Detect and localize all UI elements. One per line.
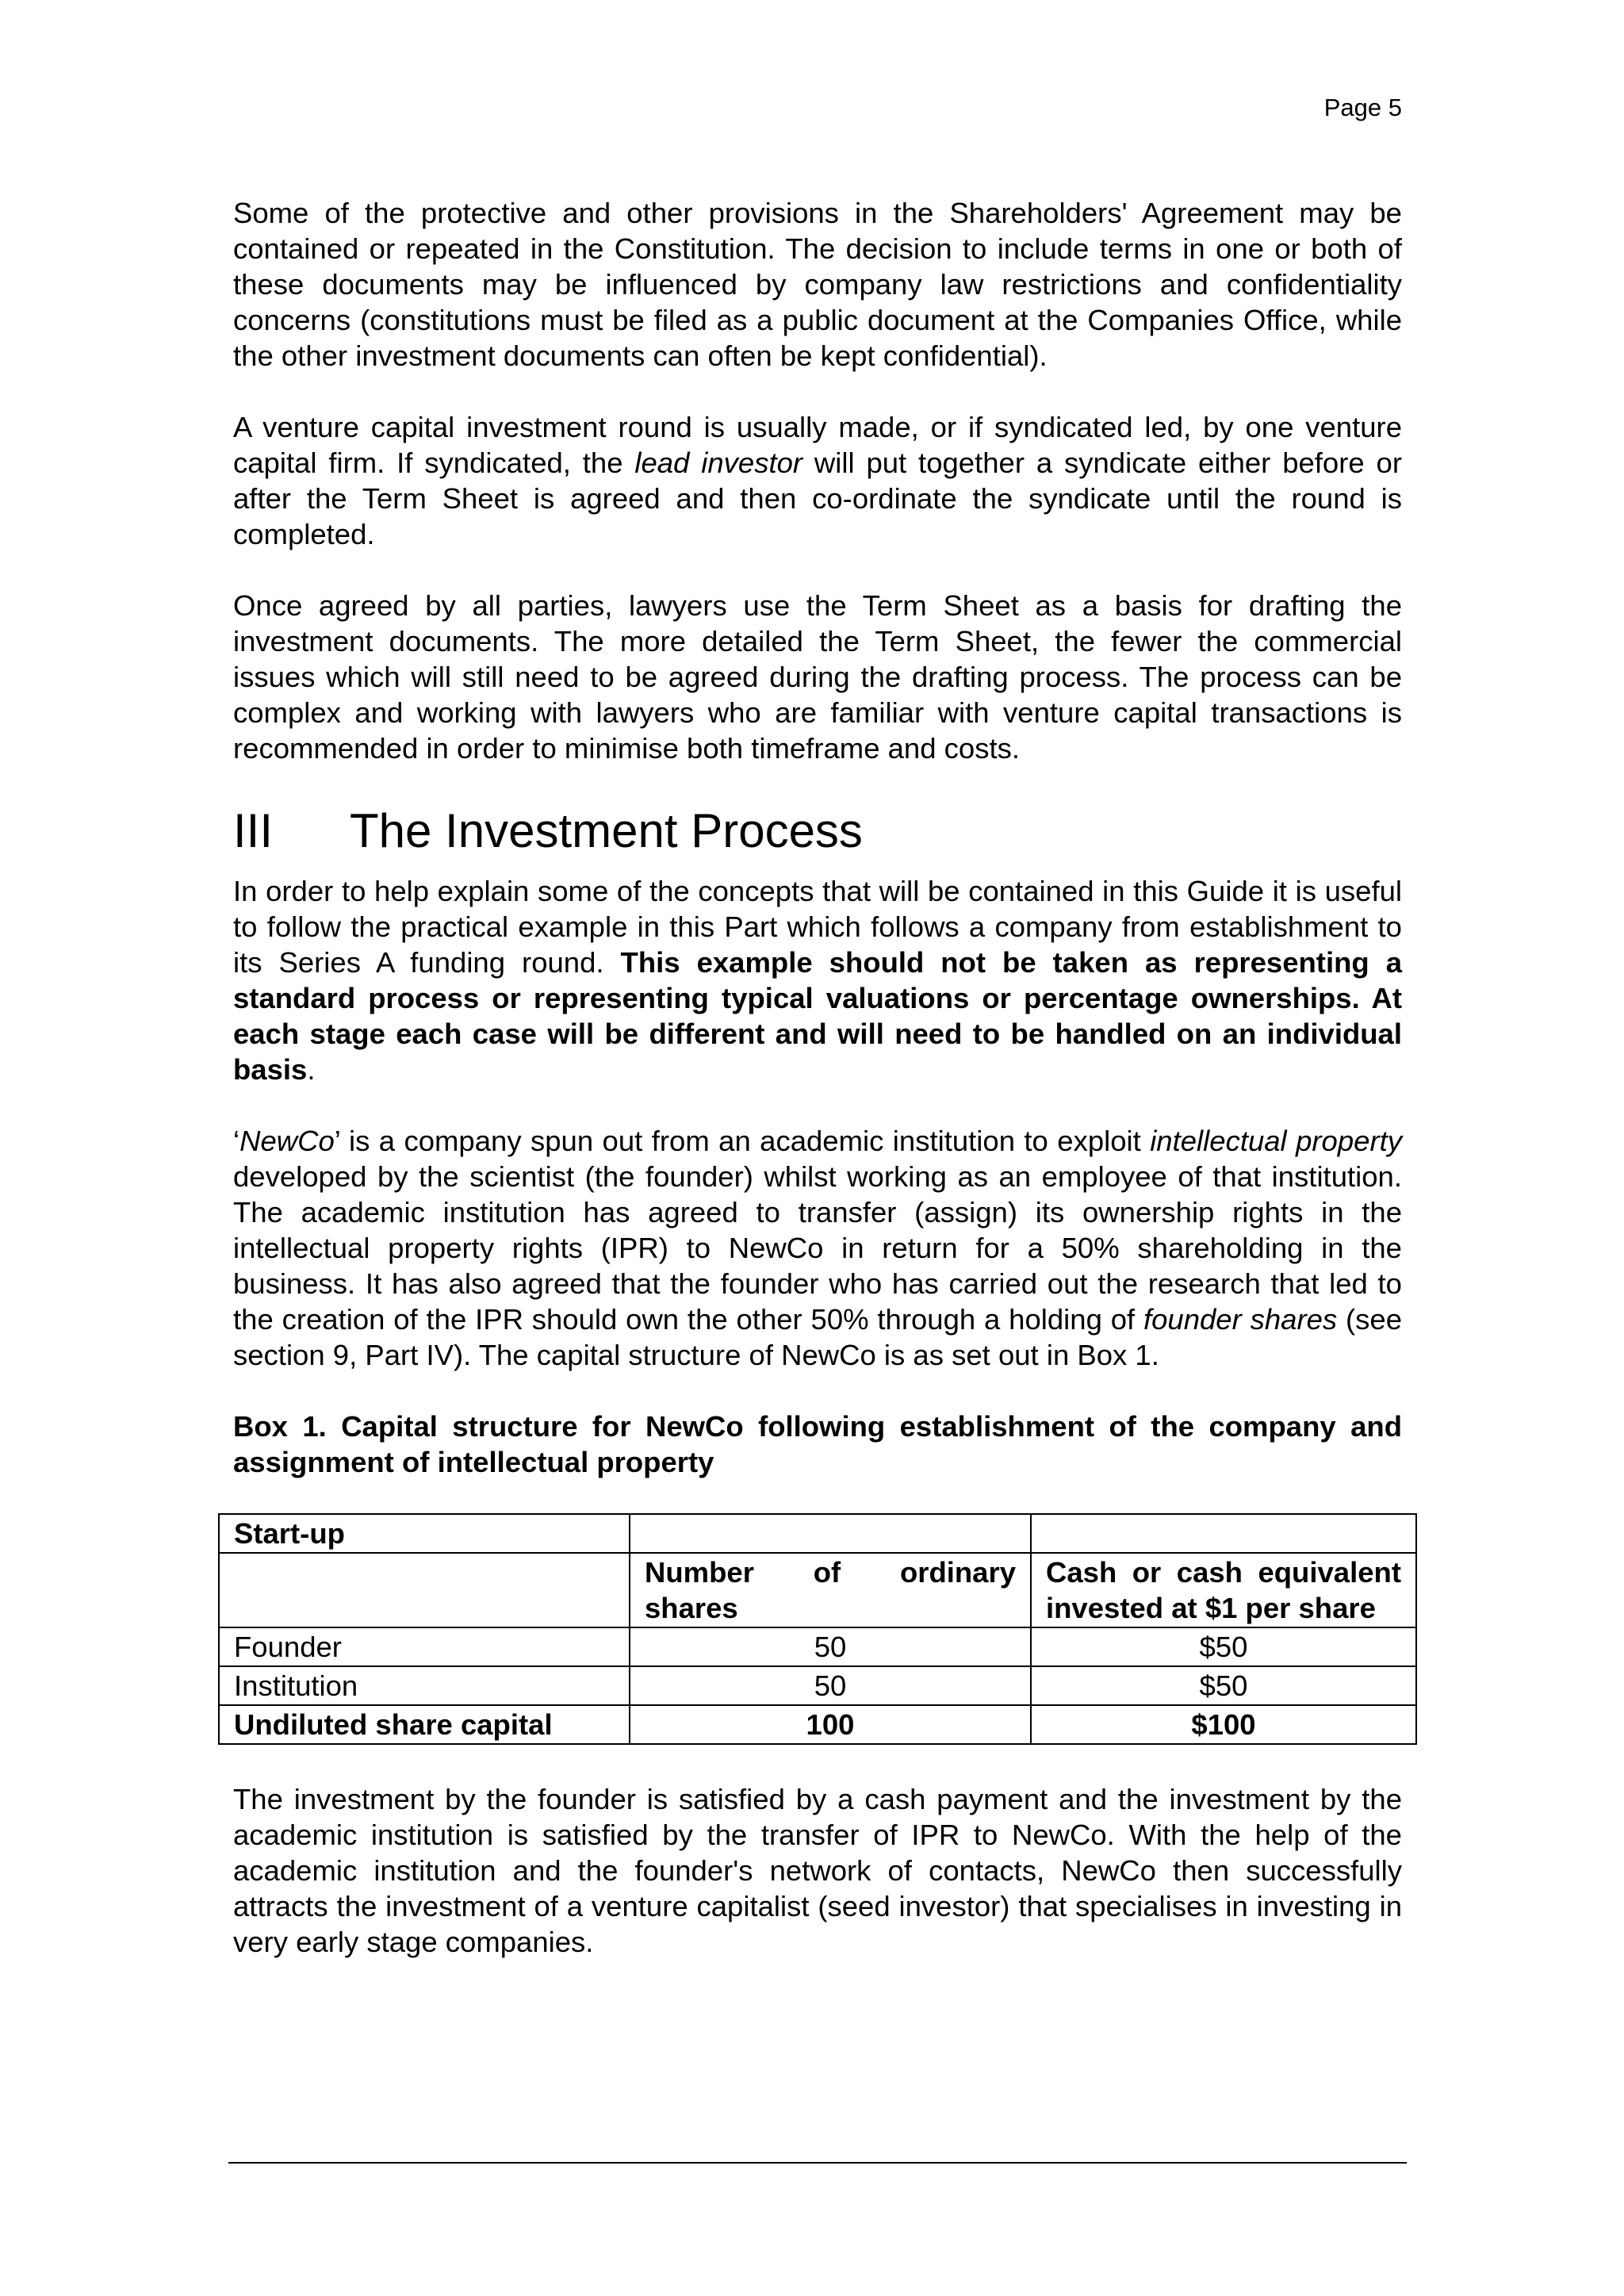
row-label: Institution — [219, 1666, 630, 1705]
box-title: Box 1. Capital structure for NewCo following establishment of the company and assignment of intellectual property — [233, 1410, 1402, 1478]
section-number: III — [233, 804, 274, 857]
text-run: will put together a syndicate either before or after the Term Sheet is agreed and then co-ordinate the syndicate until the round is completed. — [233, 447, 1402, 550]
row-cash: $50 — [1031, 1627, 1416, 1666]
table-row — [219, 1514, 1416, 1553]
text-run: (see section 9, Part IV). The capital structure of NewCo is as set out in Box 1. — [233, 1303, 1402, 1371]
column-header-shares — [630, 1553, 1031, 1627]
row-cash: $50 — [1031, 1666, 1416, 1705]
header-line: shares — [645, 1592, 738, 1624]
table-cell-empty — [219, 1553, 630, 1627]
footer-divider — [228, 2162, 1407, 2164]
paragraph-example-intro — [233, 873, 1402, 1087]
header-line: Cash or cash equivalent — [1046, 1556, 1401, 1589]
italic-term-lead-investor: lead investor — [634, 447, 803, 479]
text-run: In order to help explain some of the concepts that will be contained in this Guide it is useful to follow the practical example in this Part which follows a company from establishment to its Series A funding round. — [233, 875, 1402, 979]
text-run: . — [307, 1053, 316, 1086]
header-line: invested at $1 per share — [1046, 1592, 1376, 1624]
italic-term-newco: NewCo — [239, 1125, 335, 1157]
table-total-row — [219, 1705, 1416, 1744]
table-cell-empty — [630, 1514, 1031, 1553]
total-label: Undiluted share capital — [219, 1705, 630, 1744]
table-header-row — [219, 1553, 1416, 1627]
paragraph-newco — [233, 1123, 1402, 1373]
table-cell-empty — [1031, 1514, 1416, 1553]
section-heading — [233, 802, 1402, 861]
paragraph-term-sheet: Once agreed by all parties, lawyers use the Term Sheet as a basis for drafting the investment documents. The more detailed the Term Sheet, the fewer the commercial issues which will still need to be agreed during the drafting process. The process can be complex and working with lawyers who are familiar with venture capital transactions is recommended in order to minimise both timeframe and costs. — [233, 589, 1402, 765]
text-run: ’ is a company spun out from an academic institution to exploit — [334, 1125, 1151, 1157]
page-number: Page 5 — [1323, 94, 1402, 121]
document-body — [233, 195, 1402, 1995]
paragraph-syndicate — [233, 409, 1402, 552]
row-shares: 50 — [630, 1627, 1031, 1666]
section-title: The Investment Process — [350, 804, 863, 857]
table-row — [219, 1627, 1416, 1666]
text-run: A venture capital investment round is usually made, or if syndicated led, by one venture capital firm. If syndicated, the — [233, 411, 1402, 479]
italic-term-ip: intellectual property — [1150, 1125, 1402, 1157]
column-header-cash — [1031, 1553, 1416, 1627]
header-line: Number of ordinary — [645, 1556, 1016, 1589]
row-label: Founder — [219, 1627, 630, 1666]
paragraph-seed-investment: The investment by the founder is satisfied by a cash payment and the investment by the academic institution is satisfied by the transfer of IPR to NewCo. With the help of the academic institution and the founder's network of contacts, NewCo then successfully attracts the investment of a venture capitalist (seed investor) that specialises in investing in very early stage companies. — [233, 1783, 1402, 1958]
paragraph-constitution: Some of the protective and other provisions in the Shareholders' Agreement may be contained or repeated in the Constitution. The decision to include terms in one or both of these documents may be influenced by company law restrictions and confidentiality concerns (constitutions must be filed as a public document at the Companies Office, while the other investment documents can often be kept confidential). — [233, 197, 1402, 372]
table-row — [219, 1666, 1416, 1705]
capital-structure-table — [218, 1513, 1417, 1745]
text-run: ‘ — [233, 1125, 240, 1157]
total-cash: $100 — [1031, 1705, 1416, 1744]
row-shares: 50 — [630, 1666, 1031, 1705]
bold-disclaimer: This example should not be taken as representing a standard process or representing typical valuations or percentage ownerships. At each stage each case will be different and will need to be handled on an individual basis — [233, 946, 1402, 1086]
total-shares: 100 — [630, 1705, 1031, 1744]
italic-term-founder-shares: founder shares — [1143, 1303, 1338, 1336]
table-cell-stage: Start-up — [219, 1514, 630, 1553]
text-run: developed by the scientist (the founder) whilst working as an employee of that institution. The academic institution has agreed to transfer (assign) its ownership rights in the intellectual property rights (IPR) to NewCo in return for a 50% shareholding in the business. It has also agreed that the founder who has carried out the research that led to the creation of the IPR should own the other 50% through a holding of — [233, 1160, 1402, 1336]
